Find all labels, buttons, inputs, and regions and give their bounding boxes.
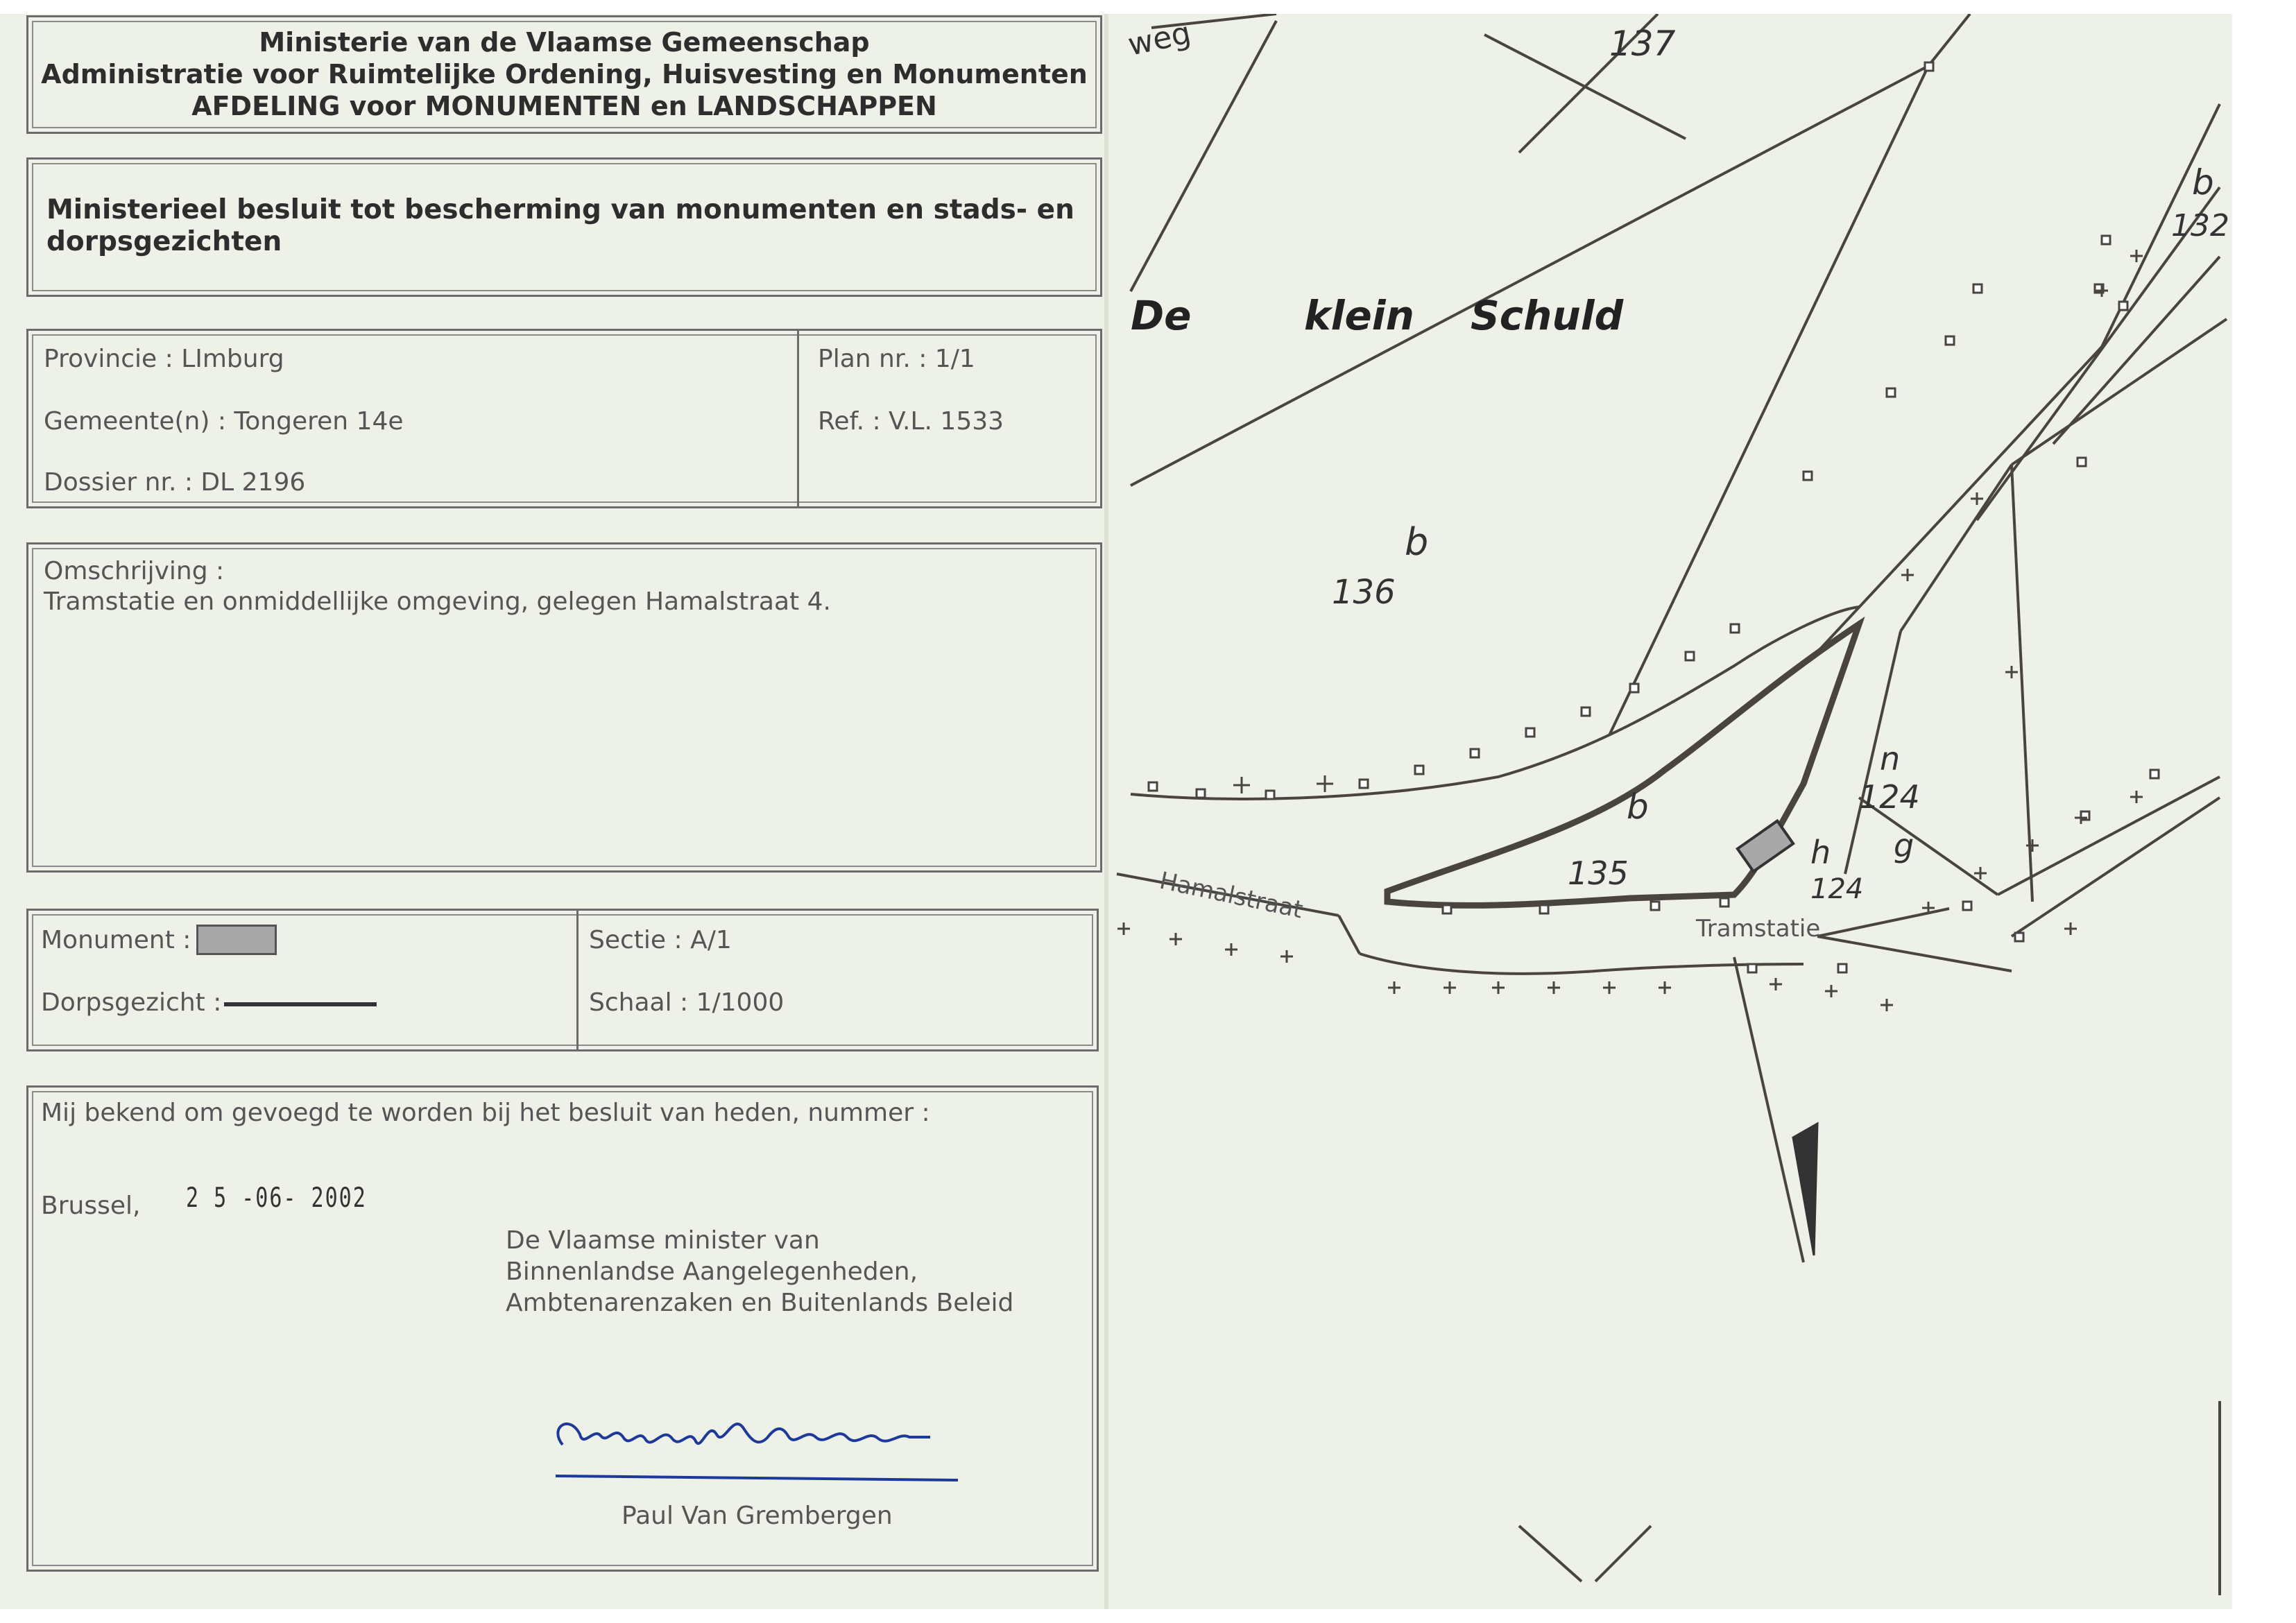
b-135-label: b [1627, 787, 1649, 827]
dossier-field: Dossier nr. : DL 2196 [44, 468, 306, 497]
ref-field: Ref. : V.L. 1533 [818, 407, 1004, 436]
description-text: Tramstatie en onmiddellijke omgeving, gelegen Hamalstraat 4. [44, 587, 831, 616]
plan-field: Plan nr. : 1/1 [818, 345, 975, 373]
info-box [26, 329, 1102, 508]
header-line-1: Ministerie van de Vlaamse Gemeenschap [259, 27, 870, 58]
dorpsgezicht-label: Dorpsgezicht : [41, 988, 222, 1017]
b-136-label: b [1405, 520, 1429, 564]
g-124-label: g [1894, 827, 1914, 864]
monument-label: Monument : [41, 926, 191, 954]
decree-title-line-2: dorpsgezichten [46, 226, 282, 257]
header-box [26, 15, 1102, 134]
sectie-field: Sectie : A/1 [589, 926, 732, 954]
gemeente-field: Gemeente(n) : Tongeren 14e [44, 407, 404, 436]
signature-graphic [542, 1386, 979, 1490]
n-124-label: n [1880, 740, 1901, 778]
header-line-2: Administratie voor Ruimtelijke Ordening, Huisvesting en Monumenten [41, 59, 1088, 89]
legend-divider [576, 911, 579, 1049]
monument-swatch [196, 925, 277, 955]
decree-title-line-1: Ministerieel besluit tot bescherming van monumenten en stads- en [46, 194, 1074, 225]
parcel-124a-label: 124 [1859, 778, 1920, 816]
minister-line-3: Ambtenarenzaken en Buitenlands Beleid [506, 1289, 1014, 1317]
tramstatie-label: Tramstatie [1696, 915, 1821, 943]
approval-box [26, 1085, 1099, 1572]
minister-line-1: De Vlaamse minister van [506, 1226, 820, 1255]
schaal-field: Schaal : 1/1000 [589, 988, 785, 1017]
description-box [26, 542, 1102, 873]
provincie-field: Provincie : LImburg [44, 345, 284, 373]
title-box [26, 157, 1102, 297]
date-stamp: 2 5 -06- 2002 [186, 1182, 367, 1214]
info-divider [797, 331, 799, 506]
cadastral-map [1110, 14, 2232, 1609]
legend-box [26, 909, 1099, 1051]
signatory-name: Paul Van Grembergen [622, 1502, 893, 1530]
place-label: Brussel, [41, 1192, 141, 1220]
boundary-markers [1149, 62, 2159, 972]
de-label: De [1131, 292, 1192, 339]
parcel-136-label: 136 [1332, 573, 1396, 612]
schuld-label: Schuld [1471, 292, 1624, 339]
b-upper-label: b [2192, 162, 2214, 203]
approval-statement: Mij bekend om gevoegd te worden bij het besluit van heden, nummer : [41, 1099, 930, 1127]
tramstatie-monument [1738, 821, 1793, 872]
minister-line-2: Binnenlandse Aangelegenheden, [506, 1257, 918, 1286]
description-label: Omschrijving : [44, 557, 225, 585]
map-lines [1117, 14, 2227, 1595]
header-line-3: AFDELING voor MONUMENTEN en LANDSCHAPPEN [191, 91, 937, 121]
dorpsgezicht-line-sample [224, 1002, 377, 1006]
hamalstraat-label: Hamalstraat [1157, 866, 1305, 925]
h-124-label: h [1810, 834, 1831, 871]
parcel-132-label: 132 [2171, 208, 2229, 243]
fold-line [1104, 14, 1108, 1609]
parcel-124b-label: 124 [1810, 873, 1864, 905]
klein-label: klein [1304, 292, 1414, 339]
parcel-135-label: 135 [1568, 855, 1629, 892]
parcel-137-label: 137 [1609, 24, 1676, 64]
weg-label: weg [1124, 15, 1194, 63]
